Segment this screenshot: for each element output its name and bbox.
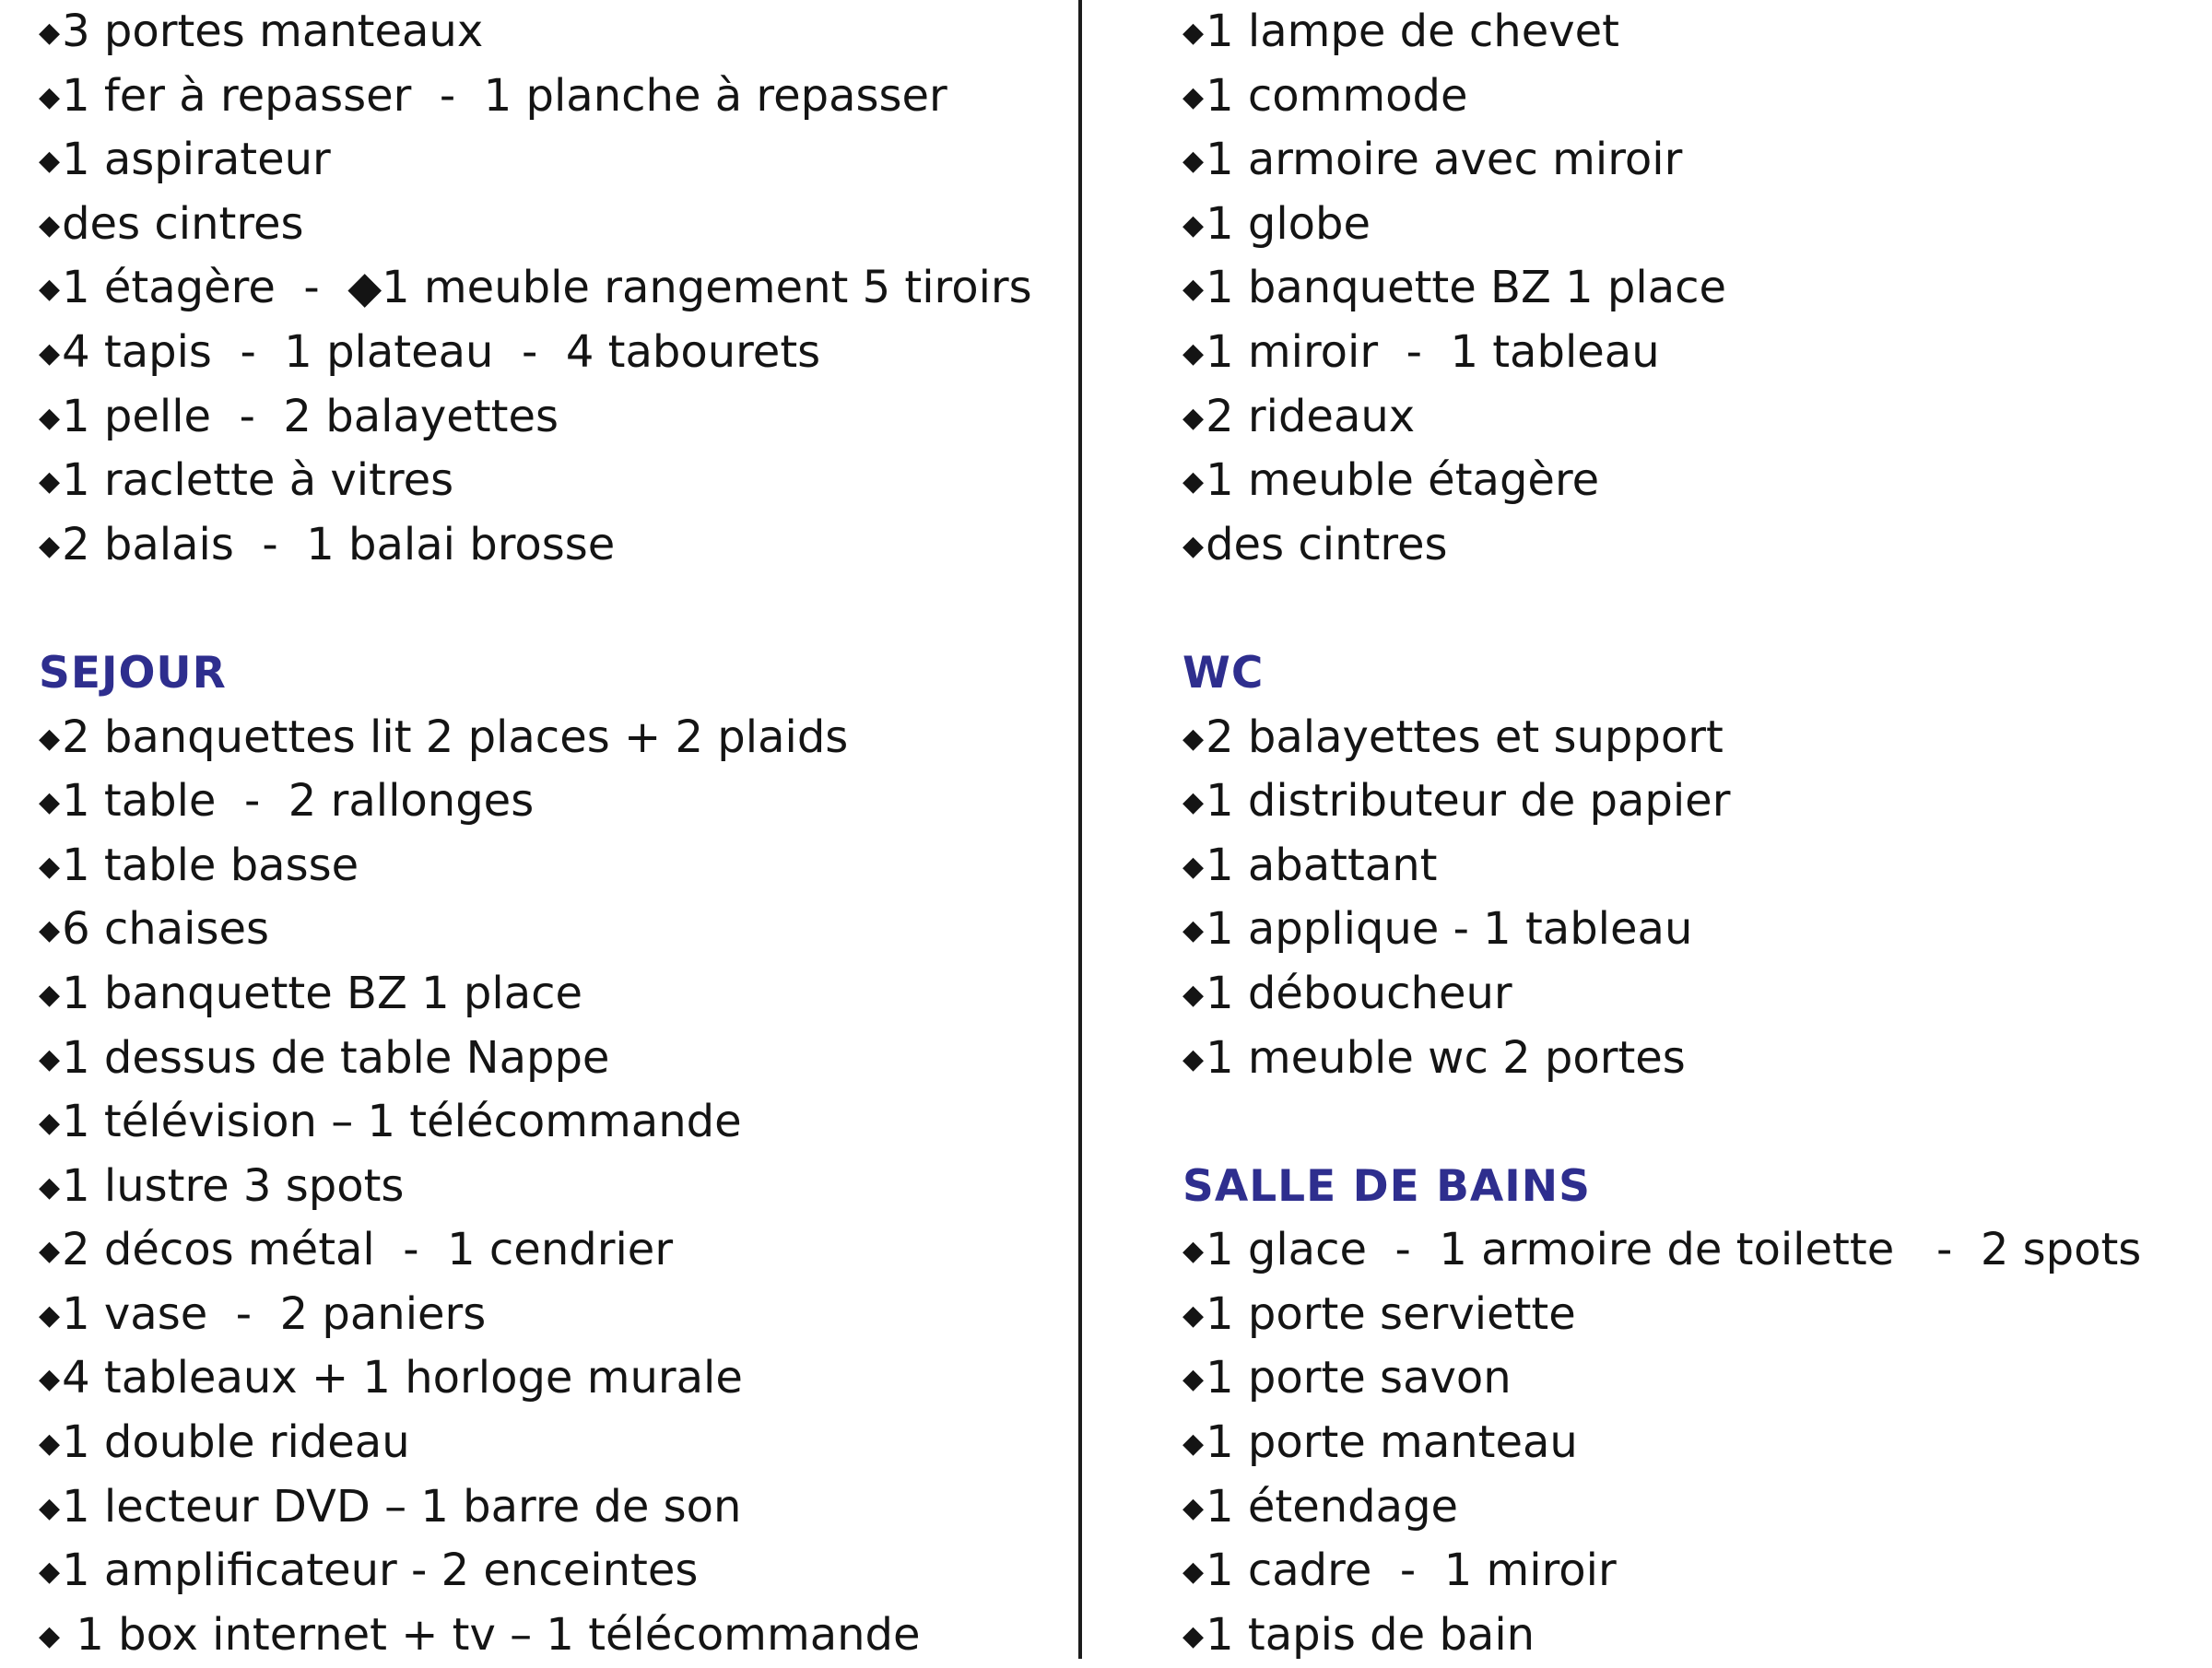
list-item bbox=[39, 256, 1108, 321]
item-text: 4 tableaux + 1 horloge murale bbox=[62, 1352, 743, 1404]
list-item bbox=[39, 1283, 1108, 1347]
list-item bbox=[39, 0, 1108, 65]
list-item bbox=[39, 834, 1108, 899]
list-item bbox=[39, 769, 1108, 834]
list-item bbox=[1182, 706, 2212, 770]
wc-list bbox=[1182, 706, 2212, 1091]
bullet-icon: ◆ bbox=[1182, 208, 1205, 241]
list-item bbox=[1182, 513, 2212, 578]
item-text: 1 amplificateur - 2 enceintes bbox=[62, 1545, 699, 1597]
item-text: 1 armoire avec miroir bbox=[1206, 134, 1683, 186]
bullet-icon: ◆ bbox=[1182, 336, 1205, 370]
bullet-icon: ◆ bbox=[39, 1619, 61, 1652]
item-text: 1 porte serviette bbox=[1206, 1287, 1576, 1340]
item-text: 1 télévision – 1 télécommande bbox=[62, 1096, 742, 1148]
bullet-icon: ◆ bbox=[39, 914, 61, 947]
list-item bbox=[1182, 256, 2212, 321]
bullet-icon: ◆ bbox=[39, 850, 61, 883]
section-title-sejour: SEJOUR bbox=[39, 647, 227, 699]
list-item bbox=[1182, 1603, 2212, 1668]
column-divider bbox=[1078, 0, 1082, 1659]
salle-de-bains-list bbox=[1182, 1218, 2212, 1667]
list-item bbox=[39, 128, 1108, 193]
bullet-icon: ◆ bbox=[39, 465, 61, 499]
list-item bbox=[1182, 65, 2212, 129]
bullet-icon: ◆ bbox=[1182, 80, 1205, 113]
item-text: 1 cadre - 1 miroir bbox=[1206, 1545, 1617, 1597]
list-item bbox=[39, 385, 1108, 450]
list-item bbox=[39, 1411, 1108, 1475]
item-text: des cintres bbox=[1206, 518, 1448, 570]
item-text: 1 glace - 1 armoire de toilette - 2 spots bbox=[1206, 1224, 2142, 1276]
list-item bbox=[1182, 128, 2212, 193]
item-text: 1 meuble étagère bbox=[1206, 454, 1600, 507]
item-text: 1 banquette BZ 1 place bbox=[1206, 262, 1727, 314]
item-text: 1 box internet + tv – 1 télécommande bbox=[62, 1608, 921, 1661]
list-item bbox=[1182, 0, 2212, 65]
bullet-icon: ◆ bbox=[1182, 1556, 1205, 1589]
item-text: 1 globe bbox=[1206, 197, 1371, 250]
list-item bbox=[39, 962, 1108, 1027]
item-text: 1 miroir - 1 tableau bbox=[1206, 325, 1660, 378]
bullet-icon: ◆ bbox=[1182, 273, 1205, 306]
item-text: 1 table - 2 rallonges bbox=[62, 775, 535, 828]
bullet-icon: ◆ bbox=[39, 145, 61, 178]
list-item bbox=[39, 1218, 1108, 1283]
sejour-list bbox=[39, 706, 1108, 1668]
bullet-icon: ◆ bbox=[1182, 914, 1205, 947]
item-text: 1 commode bbox=[1206, 69, 1468, 122]
bullet-icon: ◆ bbox=[39, 978, 61, 1011]
left-top-list bbox=[39, 0, 1108, 577]
item-text: 1 raclette à vitres bbox=[62, 454, 454, 507]
list-item bbox=[39, 1090, 1108, 1155]
item-text: 1 double rideau bbox=[62, 1416, 410, 1469]
item-text: 1 lecteur DVD – 1 barre de son bbox=[62, 1480, 742, 1533]
bullet-icon: ◆ bbox=[39, 80, 61, 113]
item-text: 2 balais - 1 balai brosse bbox=[62, 518, 616, 570]
bullet-icon: ◆ bbox=[39, 786, 61, 819]
item-text: 2 balayettes et support bbox=[1206, 711, 1724, 763]
item-text: des cintres bbox=[62, 197, 304, 250]
item-text: 1 porte savon bbox=[1206, 1352, 1512, 1404]
bullet-icon: ◆ bbox=[1182, 850, 1205, 883]
bullet-icon: ◆ bbox=[39, 273, 61, 306]
list-item bbox=[39, 898, 1108, 962]
list-item bbox=[39, 513, 1108, 578]
list-item bbox=[39, 193, 1108, 257]
item-text: 2 banquettes lit 2 places + 2 plaids bbox=[62, 711, 849, 763]
bullet-icon: ◆ bbox=[39, 1427, 61, 1461]
item-text: 1 vase - 2 paniers bbox=[62, 1287, 487, 1340]
list-item bbox=[39, 1475, 1108, 1540]
list-item bbox=[39, 1539, 1108, 1603]
bullet-icon: ◆ bbox=[39, 336, 61, 370]
list-item bbox=[1182, 1475, 2212, 1540]
section-title-wc: WC bbox=[1182, 647, 1265, 699]
item-text: 1 aspirateur bbox=[62, 134, 331, 186]
right-top-list bbox=[1182, 0, 2212, 577]
item-text: 1 étagère - ◆1 meuble rangement 5 tiroirs bbox=[62, 262, 1032, 314]
list-item bbox=[1182, 385, 2212, 450]
list-item bbox=[39, 321, 1108, 385]
bullet-icon: ◆ bbox=[39, 1298, 61, 1332]
list-item bbox=[39, 1027, 1108, 1091]
bullet-icon: ◆ bbox=[1182, 145, 1205, 178]
bullet-icon: ◆ bbox=[1182, 786, 1205, 819]
item-text: 3 portes manteaux bbox=[62, 6, 484, 57]
list-item bbox=[1182, 321, 2212, 385]
bullet-icon: ◆ bbox=[39, 529, 61, 562]
list-item bbox=[1182, 449, 2212, 513]
bullet-icon: ◆ bbox=[1182, 17, 1205, 49]
item-text: 1 meuble wc 2 portes bbox=[1206, 1031, 1686, 1084]
item-text: 1 lustre 3 spots bbox=[62, 1159, 405, 1212]
item-text: 1 tapis de bain bbox=[1206, 1608, 1535, 1661]
item-text: 4 tapis - 1 plateau - 4 tabourets bbox=[62, 325, 821, 378]
item-text: 1 distributeur de papier bbox=[1206, 775, 1731, 828]
list-item bbox=[1182, 898, 2212, 962]
item-text: 1 porte manteau bbox=[1206, 1416, 1578, 1469]
list-item bbox=[39, 65, 1108, 129]
bullet-icon: ◆ bbox=[39, 1042, 61, 1075]
list-item bbox=[39, 1155, 1108, 1219]
list-item bbox=[1182, 1283, 2212, 1347]
list-item bbox=[39, 449, 1108, 513]
bullet-icon: ◆ bbox=[39, 1491, 61, 1524]
bullet-icon: ◆ bbox=[39, 401, 61, 434]
bullet-icon: ◆ bbox=[39, 1235, 61, 1268]
bullet-icon: ◆ bbox=[39, 1363, 61, 1396]
list-item bbox=[1182, 1027, 2212, 1091]
bullet-icon: ◆ bbox=[1182, 401, 1205, 434]
bullet-icon: ◆ bbox=[1182, 529, 1205, 562]
bullet-icon: ◆ bbox=[1182, 465, 1205, 499]
item-text: 1 fer à repasser - 1 planche à repasser bbox=[62, 69, 947, 122]
bullet-icon: ◆ bbox=[1182, 1363, 1205, 1396]
list-item bbox=[1182, 1346, 2212, 1411]
item-text: 1 déboucheur bbox=[1206, 967, 1512, 1019]
bullet-icon: ◆ bbox=[39, 1107, 61, 1140]
item-text: 1 banquette BZ 1 place bbox=[62, 967, 583, 1019]
list-item bbox=[39, 1346, 1108, 1411]
item-text: 1 dessus de table Nappe bbox=[62, 1031, 610, 1084]
bullet-icon: ◆ bbox=[1182, 1491, 1205, 1524]
bullet-icon: ◆ bbox=[39, 208, 61, 241]
list-item bbox=[1182, 193, 2212, 257]
bullet-icon: ◆ bbox=[39, 1170, 61, 1204]
bullet-icon: ◆ bbox=[39, 1556, 61, 1589]
section-spacer bbox=[1182, 577, 2212, 641]
list-item bbox=[1182, 769, 2212, 834]
list-item bbox=[1182, 1411, 2212, 1475]
list-item bbox=[39, 1603, 1108, 1668]
bullet-icon: ◆ bbox=[1182, 978, 1205, 1011]
bullet-icon: ◆ bbox=[1182, 1427, 1205, 1461]
item-text: 2 décos métal - 1 cendrier bbox=[62, 1224, 674, 1276]
item-text: 2 rideaux bbox=[1206, 390, 1416, 442]
item-text: 1 pelle - 2 balayettes bbox=[62, 390, 559, 442]
bullet-icon: ◆ bbox=[39, 722, 61, 755]
section-spacer bbox=[1182, 1090, 2212, 1155]
item-text: 1 table basse bbox=[62, 839, 359, 891]
section-spacer bbox=[39, 577, 1108, 641]
bullet-icon: ◆ bbox=[1182, 1619, 1205, 1652]
section-title-salle-de-bains: SALLE DE BAINS bbox=[1182, 1160, 1591, 1212]
list-item bbox=[1182, 1218, 2212, 1283]
list-item bbox=[1182, 1539, 2212, 1603]
left-column bbox=[39, 0, 1108, 1667]
item-text: 1 étendage bbox=[1206, 1480, 1459, 1533]
item-text: 1 applique - 1 tableau bbox=[1206, 903, 1693, 956]
item-text: 1 abattant bbox=[1206, 839, 1438, 891]
bullet-icon: ◆ bbox=[1182, 722, 1205, 755]
right-column bbox=[1182, 0, 2212, 1667]
list-item bbox=[39, 706, 1108, 770]
item-text: 6 chaises bbox=[62, 903, 269, 956]
list-item bbox=[1182, 962, 2212, 1027]
bullet-icon: ◆ bbox=[1182, 1042, 1205, 1075]
bullet-icon: ◆ bbox=[1182, 1298, 1205, 1332]
bullet-icon: ◆ bbox=[1182, 1235, 1205, 1268]
item-text: 1 lampe de chevet bbox=[1206, 6, 1619, 57]
list-item bbox=[1182, 834, 2212, 899]
bullet-icon: ◆ bbox=[39, 17, 61, 49]
